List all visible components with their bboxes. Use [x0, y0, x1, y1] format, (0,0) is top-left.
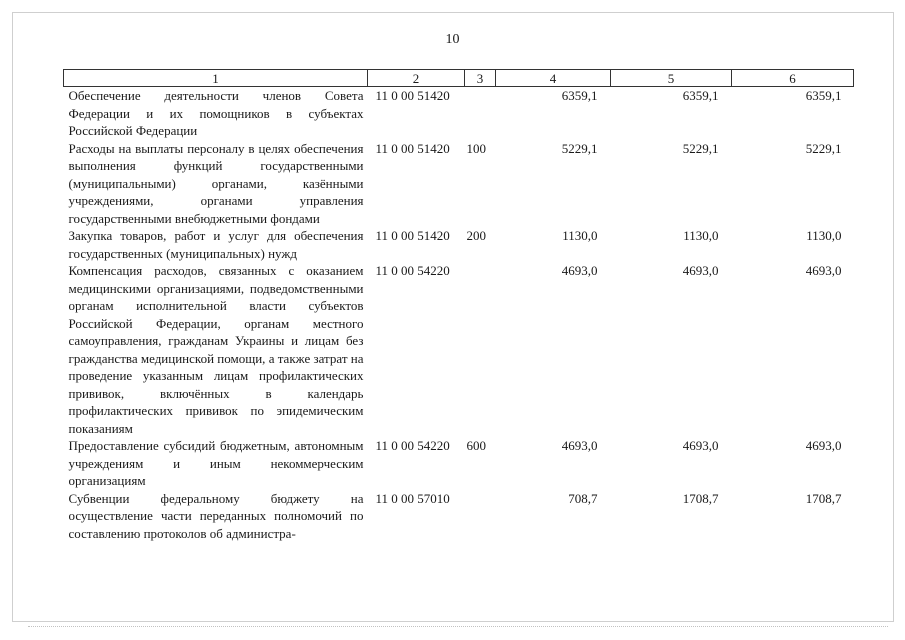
row-value-col5: 4693,0 — [682, 438, 719, 453]
row-target-code: 11 0 00 51420 — [375, 88, 450, 103]
row-value-col6: 1130,0 — [806, 228, 842, 243]
header-col-6: 6 — [732, 70, 854, 87]
page-number: 10 — [445, 32, 460, 47]
row-value-col4: 5229,1 — [561, 140, 598, 156]
row-target-code: 11 0 00 57010 — [375, 490, 450, 506]
row-target-code: 11 0 00 54220 — [375, 438, 450, 453]
row-value-col6: 4693,0 — [805, 263, 842, 278]
row-description: Предоставление субсидий бюджетным, автономным учреждениям и иным некоммерческим организациям — [68, 438, 364, 488]
row-value-col6: 1708,7 — [805, 490, 842, 506]
table-row — [64, 437, 854, 490]
row-description: Закупка товаров, работ и услуг для обеспечения государственных (муниципальных) нужд — [68, 228, 364, 261]
table-row — [64, 490, 854, 543]
row-value-col4: 708,7 — [568, 490, 598, 506]
row-value-col5: 6359,1 — [682, 88, 719, 103]
header-col-2: 2 — [368, 70, 465, 87]
row-value-col5: 4693,0 — [682, 263, 719, 278]
row-value-col4: 4693,0 — [561, 438, 598, 453]
row-value-col4: 1130,0 — [562, 228, 598, 243]
row-expense-type: 200 — [466, 228, 486, 243]
row-target-code: 11 0 00 51420 — [375, 228, 450, 243]
row-expense-type — [465, 262, 496, 437]
row-value-col6: 6359,1 — [805, 88, 842, 103]
header-col-4: 4 — [496, 70, 611, 87]
row-description: Обеспечение деятельности членов Совета Федерации и их помощников в субъектах Российской Федерации — [68, 88, 364, 138]
header-col-3: 3 — [465, 70, 496, 87]
row-target-code: 11 0 00 51420 — [375, 140, 450, 156]
row-value-col4: 6359,1 — [561, 88, 598, 103]
row-value-col5: 1130,0 — [683, 228, 719, 243]
row-value-col5: 5229,1 — [682, 140, 719, 156]
row-expense-type: 100 — [466, 140, 486, 156]
table-row — [64, 140, 854, 228]
row-expense-type — [465, 87, 496, 140]
row-value-col6: 4693,0 — [805, 438, 842, 453]
scan-edge-line — [28, 626, 888, 629]
row-expense-type — [465, 490, 496, 543]
budget-table — [63, 69, 854, 542]
table-row — [64, 227, 854, 262]
header-col-1: 1 — [64, 70, 368, 87]
table-row — [64, 87, 854, 140]
row-description: Компенсация расходов, связанных с оказанием медицинскими организациями, подведомственными органам исполнительной власти субъектов Российской Федерации, органам местного самоуправления, гражданам Украины и лицам без гражданства медицинской помощи, а также затрат на проведение указанным лицам профилактических прививок, включённых в календарь профилактических прививок по эпидемическим показаниям — [68, 263, 364, 436]
row-value-col6: 5229,1 — [805, 140, 842, 156]
table-row — [64, 262, 854, 437]
row-description: Расходы на выплаты персоналу в целях обеспечения выполнения функций государственными (муниципальными) органами, казёнными учреждениями, органами управления государственными внебюджетными фондами — [68, 140, 364, 226]
row-value-col4: 4693,0 — [561, 263, 598, 278]
row-value-col5: 1708,7 — [682, 490, 719, 506]
row-expense-type: 600 — [466, 438, 486, 453]
row-target-code: 11 0 00 54220 — [375, 263, 450, 278]
table-header-row — [64, 70, 854, 87]
header-col-5: 5 — [611, 70, 732, 87]
row-description: Субвенции федеральному бюджету на осуществление части переданных полномочий по составлению протоколов об администра- — [68, 490, 364, 541]
